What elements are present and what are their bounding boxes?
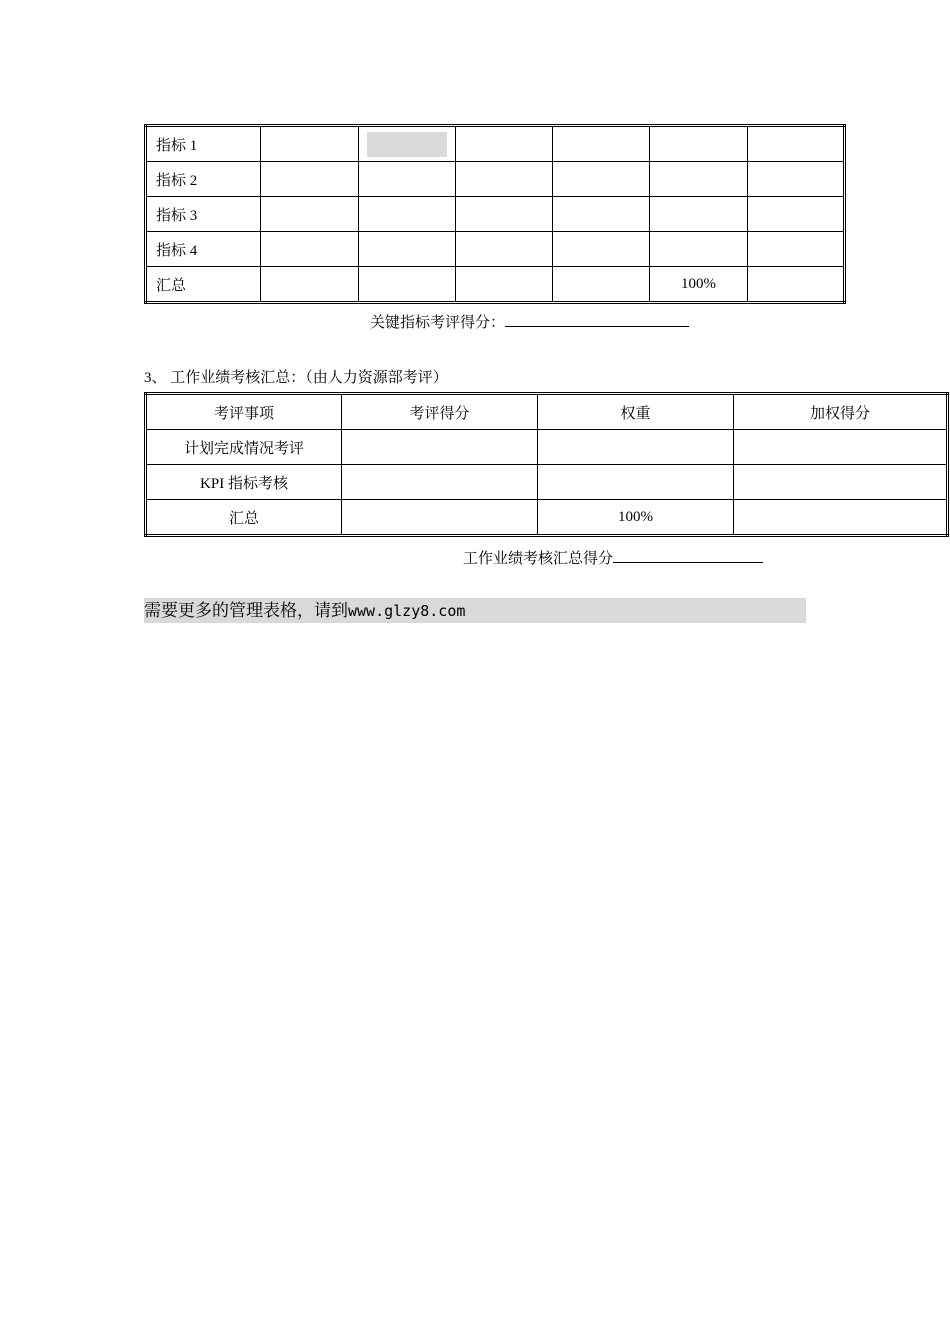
table-cell[interactable] — [734, 500, 948, 536]
table-cell-shaded[interactable] — [358, 126, 455, 162]
table-row — [146, 430, 948, 465]
table-cell[interactable] — [747, 126, 844, 162]
column-header: 考评得分 — [342, 394, 538, 430]
table-cell[interactable] — [358, 162, 455, 197]
table-row — [146, 162, 845, 197]
website-link[interactable]: www.glzy8.com — [348, 602, 466, 620]
row-label: 计划完成情况考评 — [146, 430, 342, 465]
table-row — [146, 197, 845, 232]
table-cell[interactable] — [358, 197, 455, 232]
table-cell[interactable] — [734, 430, 948, 465]
table-row — [146, 126, 845, 162]
table-cell[interactable] — [747, 267, 844, 303]
shaded-field — [367, 132, 447, 157]
kpi-score-line — [370, 311, 689, 332]
table-cell[interactable] — [342, 430, 538, 465]
table-cell[interactable] — [747, 232, 844, 267]
weight-total-cell: 100% — [650, 267, 747, 303]
table-cell[interactable] — [261, 232, 358, 267]
table-cell[interactable] — [455, 197, 552, 232]
section-heading: 3、 工作业绩考核汇总：（由人力资源部考评） — [144, 370, 448, 386]
summary-score-blank[interactable] — [613, 547, 763, 563]
row-label: 指标 3 — [146, 197, 261, 232]
table-cell[interactable] — [553, 267, 650, 303]
table-cell[interactable] — [553, 162, 650, 197]
table-cell[interactable] — [553, 197, 650, 232]
table-cell[interactable] — [261, 197, 358, 232]
table-cell[interactable] — [358, 267, 455, 303]
table-row-total — [146, 500, 948, 536]
more-forms-banner — [144, 598, 806, 623]
column-header: 权重 — [538, 394, 734, 430]
row-label: 指标 4 — [146, 232, 261, 267]
weight-total-cell: 100% — [538, 500, 734, 536]
summary-score-line — [463, 547, 763, 568]
table-cell[interactable] — [650, 126, 747, 162]
kpi-score-label: 关键指标考评得分： — [370, 315, 506, 331]
table-cell[interactable] — [261, 267, 358, 303]
table-cell[interactable] — [342, 465, 538, 500]
table-cell[interactable] — [455, 267, 552, 303]
summary-score-label: 工作业绩考核汇总得分 — [463, 551, 614, 567]
table-cell[interactable] — [261, 162, 358, 197]
kpi-table — [144, 124, 846, 304]
table-cell[interactable] — [538, 430, 734, 465]
table-row-total — [146, 267, 845, 303]
table-cell[interactable] — [734, 465, 948, 500]
row-label: 汇总 — [146, 500, 342, 536]
row-label: KPI 指标考核 — [146, 465, 342, 500]
summary-table — [144, 392, 949, 537]
banner-text: 需要更多的管理表格，请到 — [144, 601, 348, 620]
table-header-row — [146, 394, 948, 430]
table-row — [146, 232, 845, 267]
table-row — [146, 465, 948, 500]
table-cell[interactable] — [650, 232, 747, 267]
table-cell[interactable] — [747, 162, 844, 197]
kpi-score-blank[interactable] — [505, 311, 689, 327]
table-cell[interactable] — [553, 232, 650, 267]
table-cell[interactable] — [261, 126, 358, 162]
table-cell[interactable] — [553, 126, 650, 162]
column-header: 加权得分 — [734, 394, 948, 430]
row-label: 指标 2 — [146, 162, 261, 197]
table-cell[interactable] — [747, 197, 844, 232]
table-cell[interactable] — [455, 232, 552, 267]
table-cell[interactable] — [650, 197, 747, 232]
table-cell[interactable] — [455, 162, 552, 197]
table-cell[interactable] — [358, 232, 455, 267]
table-cell[interactable] — [538, 465, 734, 500]
table-cell[interactable] — [650, 162, 747, 197]
table-cell[interactable] — [455, 126, 552, 162]
column-header: 考评事项 — [146, 394, 342, 430]
row-label: 汇总 — [146, 267, 261, 303]
table-cell[interactable] — [342, 500, 538, 536]
row-label: 指标 1 — [146, 126, 261, 162]
